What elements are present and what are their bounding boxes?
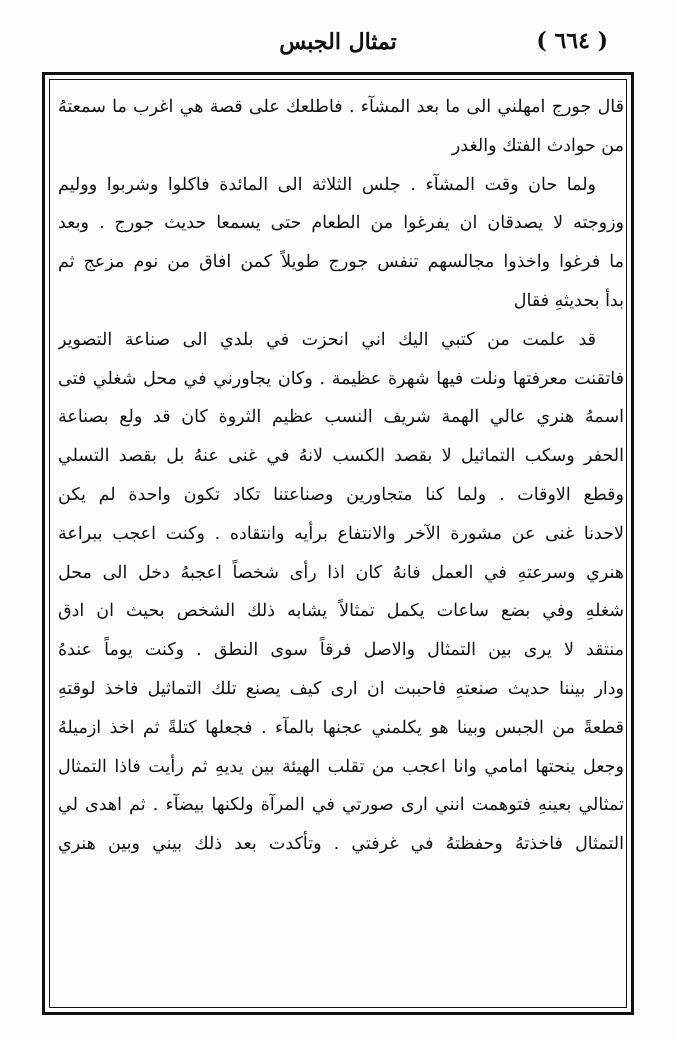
text-line: تمثالي بعينهِ فتوهمت انني ارى صورتي في المرآة ولكنها بيضآء . ثم اهدى لي xyxy=(58,795,624,816)
text-line: قد علمت من كتبي اليك اني انحزت في بلدي الى صناعة التصوير xyxy=(58,329,596,350)
page-number: ( ٦٦٤ ) xyxy=(536,28,608,54)
text-line: منتقد لا يرى بين التمثال والاصل فرقاً سوى النطق . وكنت يوماً عندهُ xyxy=(58,640,624,661)
text-line: وجعل ينحتها امامي وانا اعجب من تقلب الهيئة بين يديهِ ثم رأيت فاذا التمثال xyxy=(58,756,624,777)
text-line: وقطع الاوقات . ولما كنا متجاورين وصناعتنا تكاد تكون واحدة لم يكن xyxy=(58,484,624,505)
text-line: وزوجته لا يصدقان ان يفرغوا من الطعام حتى يسمعا حديث جورج . وبعد xyxy=(58,213,624,234)
text-line: الحفر وسكب التماثيل لا بقصد الكسب لانهُ في غنى عنهُ بل بقصد التسلي xyxy=(58,446,624,467)
running-head xyxy=(40,22,636,62)
text-line: ما فرغوا واخذوا مجالسهم تنفس جورج طويلاً كمن افاق من نوم مزعج ثم xyxy=(58,252,624,273)
body-text xyxy=(58,88,624,864)
text-line: شغلهِ وفي بضع ساعات يكمل تمثالاً يشابه ذلك الشخص بحيث ان ادق xyxy=(58,601,624,622)
text-line: اسمهُ هنري عالي الهمة شريف النسب عظيم الثروة كان قد ولع بصناعة xyxy=(58,407,624,428)
text-line: قطعةً من الجبس وبينا هو يكلمني عجنها بالمآء . فجعلها كتلةً ثم اخذ ازميلهُ xyxy=(58,717,624,738)
text-line: لاحدنا غنى عن مشورة الآخر والانتفاع برأيه وانتقاده . وكنت اعجب ببراعة xyxy=(58,523,624,544)
text-line: ولما حان وقت المشآء . جلس الثلاثة الى المائدة فاكلوا وشربوا ووليم xyxy=(58,174,596,195)
text-line: ودار بيننا حديث صنعتهِ فاحببت ان ارى كيف يصنع تلك التماثيل فاخذ لوقتهِ xyxy=(58,678,624,699)
text-line: فاتقنت معرفتها ونلت فيها شهرة عظيمة . وكان يجاورني في محل شغلي فتى xyxy=(58,368,624,389)
text-line: بدأ بحديثهِ فقال xyxy=(513,290,624,311)
text-line: هنري وسرعتهِ في العمل فانهُ كان اذا رأى شخصاً اعجبهُ دخل الى محل xyxy=(58,562,624,583)
text-line: من حوادث الفتك والغدر xyxy=(451,135,624,156)
text-line: التمثال فاخذتهُ وحفظتهُ في غرفتي . وتأكدت بعد ذلك بيني وبين هنري xyxy=(58,834,624,855)
running-title: تمثال الجبس xyxy=(279,29,397,55)
text-line: قال جورج امهلني الى ما بعد المشآء . فاطلعك على قصة هي اغرب ما سمعتهُ xyxy=(58,97,624,117)
